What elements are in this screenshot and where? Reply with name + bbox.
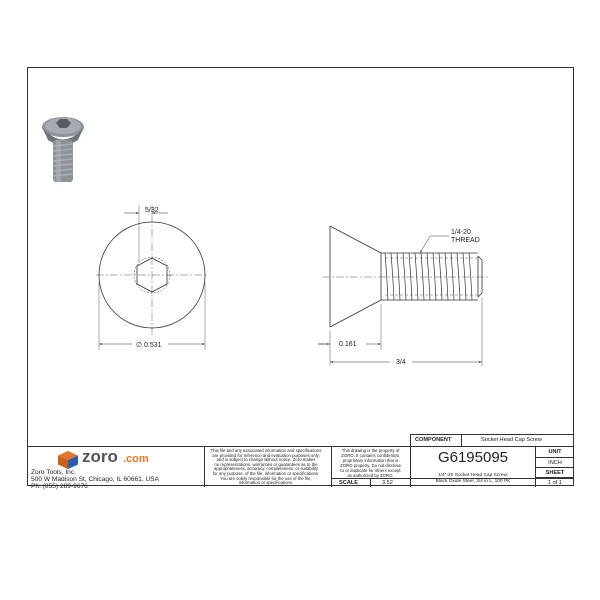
thread-crest bbox=[445, 253, 448, 300]
zoro-cube-icon bbox=[57, 450, 79, 470]
head-height-label: 0.161 bbox=[339, 341, 357, 348]
side-dimensions bbox=[318, 297, 482, 366]
thread-crest bbox=[469, 253, 472, 300]
thread-crest bbox=[385, 253, 388, 300]
company-name: Zoro Tools, Inc. bbox=[31, 469, 76, 476]
sheet-label: SHEET bbox=[545, 470, 565, 476]
thread-crest bbox=[409, 253, 412, 300]
zoro-logo bbox=[57, 449, 187, 471]
component-label: COMPONENT bbox=[415, 437, 452, 443]
company-info bbox=[31, 469, 201, 491]
thread-lines bbox=[385, 253, 472, 300]
sheet-value: 1 of 1 bbox=[548, 480, 562, 486]
description: 1/4"-20 Socket Head Cap Screw, Black Oxide Steel, 3/4 in L, 100 PK bbox=[435, 473, 511, 484]
thread-crest bbox=[403, 253, 406, 300]
thread-note-line1: 1/4-20 bbox=[451, 229, 471, 236]
scale-label: SCALE bbox=[339, 480, 358, 486]
logo-word: zoro bbox=[82, 447, 118, 466]
thread-note-line2: THREAD bbox=[451, 237, 480, 244]
front-view bbox=[96, 205, 208, 350]
length-label: 3/4 bbox=[396, 359, 406, 366]
thread-crest bbox=[415, 253, 418, 300]
property-note: This drawing is the property of ZORO. It contains confidential, proprietary information that is ZORO property. Do not disclose to or duplicate for others except as authorized by ZORO. bbox=[340, 448, 401, 478]
component-value: Socket Head Cap Screw bbox=[481, 437, 542, 443]
slot-dimension-label: 5/32 bbox=[145, 207, 159, 214]
thread-crest bbox=[451, 253, 454, 300]
company-address: 500 W Madison St, Chicago, IL 60661, USA bbox=[31, 476, 160, 484]
diameter-dimension-label: ∅ 0.531 bbox=[136, 342, 162, 349]
unit-value: INCH bbox=[548, 460, 562, 466]
thread-crest bbox=[457, 253, 460, 300]
thread-crest bbox=[463, 253, 466, 300]
title-block bbox=[27, 446, 574, 491]
thread-crest bbox=[397, 253, 400, 300]
thread-crest bbox=[427, 253, 430, 300]
scale-value: 3.52 bbox=[382, 480, 393, 486]
thread-crest bbox=[421, 253, 424, 300]
thread-crest bbox=[433, 253, 436, 300]
thread-crest bbox=[391, 253, 394, 300]
thread-leader bbox=[420, 236, 449, 253]
unit-label: UNIT bbox=[548, 449, 562, 455]
screw-thumbnail bbox=[42, 117, 84, 182]
component-row bbox=[410, 434, 574, 446]
logo-suffix: .com bbox=[123, 453, 149, 465]
disclaimer: This file and any associated information and specifications are provided for reference and evaluation purposes only, and is subject to change without notice. Zoro makes no representations, warranties or guarantees as to the appropriateness, accuracy, completeness, or suitability for any purpose, of the file, information or specifications. You are solely responsible for the use of the file, information or specifications. bbox=[210, 448, 322, 486]
part-number: G6195095 bbox=[437, 449, 509, 466]
thread-crest bbox=[439, 253, 442, 300]
company-phone: Ph: (855) 289-9676 bbox=[31, 483, 88, 491]
